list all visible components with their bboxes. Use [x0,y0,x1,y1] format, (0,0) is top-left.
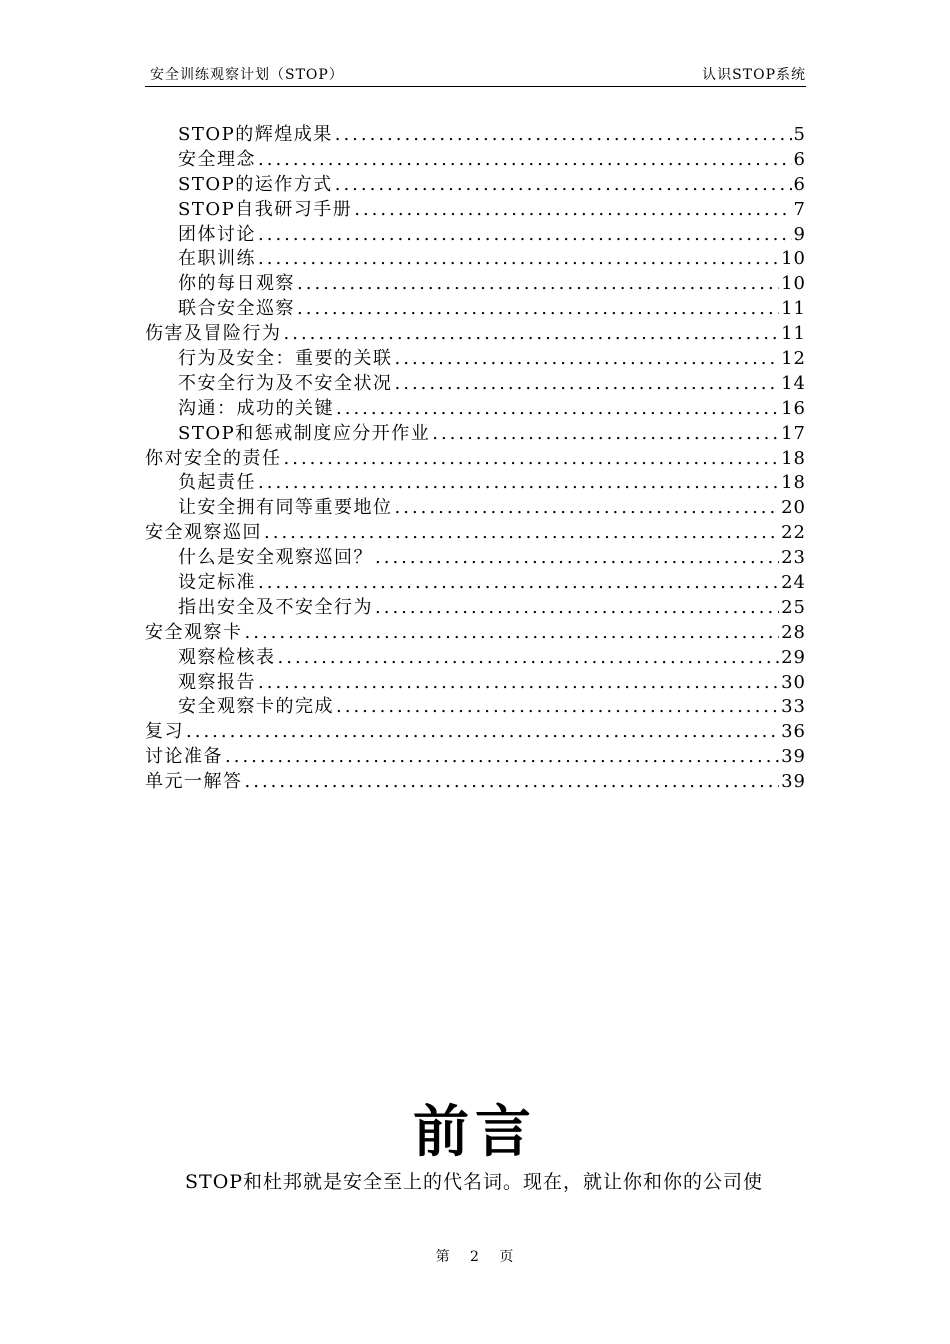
toc-entry-page: 12 [781,348,806,370]
toc-entry-page: 16 [781,397,806,419]
toc-entry-title: 沟通：成功的关键 [178,397,334,419]
toc-entry-page: 14 [781,372,806,394]
toc-entry-page: 11 [781,298,806,320]
toc-dot-leader [395,347,780,372]
toc-entry[interactable] [145,546,806,571]
toc-entry[interactable] [145,297,806,322]
toc-entry[interactable] [145,596,806,621]
toc-dot-leader [245,621,780,646]
footer-suffix: 页 [499,1249,515,1265]
toc-entry[interactable] [145,347,806,372]
toc-entry-title: 观察检核表 [178,646,276,668]
toc-dot-leader [284,322,780,347]
toc-dot-leader [395,372,780,397]
toc-entry-title: 你的每日观察 [178,273,295,295]
toc-entry[interactable] [145,695,806,720]
preface-heading: 前言 [413,1099,537,1165]
toc-entry-page: 18 [781,472,806,494]
toc-entry[interactable] [145,173,806,198]
toc-entry[interactable] [145,123,806,148]
toc-entry-title: 讨论准备 [145,746,223,768]
toc-entry[interactable] [145,671,806,696]
toc-dot-leader [264,521,779,546]
toc-entry-page: 24 [781,572,806,594]
toc-entry-title: 观察报告 [178,671,256,693]
toc-entry[interactable] [145,770,806,795]
toc-entry-page: 33 [781,696,806,718]
preface-paragraph: STOP和杜邦就是安全至上的代名词。现在，就让你和你的公司使 [185,1171,764,1193]
toc-dot-leader [335,173,792,198]
toc-entry-page: 18 [781,447,806,469]
header-section-title: 认识STOP系统 [702,67,806,83]
toc-entry-title: 让安全拥有同等重要地位 [178,497,393,519]
toc-entry-page: 29 [781,646,806,668]
toc-dot-leader [258,223,792,248]
toc-dot-leader [258,471,779,496]
toc-entry[interactable] [145,272,806,297]
toc-dot-leader [336,695,779,720]
toc-dot-leader [336,397,779,422]
toc-entry-title: 在职训练 [178,248,256,270]
toc-entry-title: 你对安全的责任 [145,447,282,469]
toc-entry-title: 负起责任 [178,472,256,494]
toc-entry[interactable] [145,198,806,223]
toc-entry-page: 39 [781,746,806,768]
toc-entry-page: 36 [781,721,806,743]
toc-entry-page: 6 [793,148,806,170]
toc-entry-page: 20 [781,497,806,519]
footer-page-number: 2 [470,1249,480,1265]
toc-entry-title: STOP和惩戒制度应分开作业 [178,422,431,444]
toc-entry[interactable] [145,447,806,472]
toc-dot-leader [245,770,780,795]
toc-entry[interactable] [145,720,806,745]
toc-entry-page: 28 [781,621,806,643]
toc-entry-title: 复习 [145,721,184,743]
toc-entry-title: 指出安全及不安全行为 [178,596,373,618]
toc-entry-title: 伤害及冒险行为 [145,323,282,345]
toc-dot-leader [432,422,779,447]
toc-dot-leader [258,148,792,173]
toc-entry[interactable] [145,148,806,173]
toc-entry[interactable] [145,646,806,671]
table-of-contents [145,123,806,795]
toc-entry-page: 23 [781,547,806,569]
toc-entry-page: 39 [781,771,806,793]
toc-entry[interactable] [145,621,806,646]
toc-dot-leader [225,745,779,770]
toc-entry-page: 17 [781,422,806,444]
toc-entry[interactable] [145,372,806,397]
toc-dot-leader [297,272,779,297]
toc-entry-title: 什么是安全观察巡回？ [178,547,373,569]
toc-entry-title: 安全理念 [178,148,256,170]
toc-dot-leader [186,720,779,745]
toc-dot-leader [354,198,791,223]
toc-entry-title: STOP的辉煌成果 [178,124,333,145]
toc-dot-leader [258,671,779,696]
toc-entry-title: 安全观察巡回 [145,522,262,544]
toc-dot-leader [278,646,780,671]
toc-entry-page: 11 [781,323,806,345]
toc-dot-leader [258,247,779,272]
toc-entry-title: 安全观察卡的完成 [178,696,334,718]
toc-entry[interactable] [145,397,806,422]
toc-dot-leader [284,447,780,472]
toc-entry-title: 联合安全巡察 [178,298,295,320]
running-header [145,66,806,87]
toc-entry-page: 10 [781,273,806,295]
toc-entry[interactable] [145,496,806,521]
toc-entry-title: STOP的运作方式 [178,173,333,195]
toc-entry[interactable] [145,422,806,447]
footer-prefix: 第 [435,1249,451,1265]
toc-entry-page: 7 [793,198,806,220]
page-footer [0,1246,950,1266]
toc-dot-leader [375,546,779,571]
toc-entry-page: 5 [793,124,806,145]
toc-entry-title: 团体讨论 [178,223,256,245]
toc-dot-leader [297,297,779,322]
toc-entry[interactable] [145,322,806,347]
toc-dot-leader [258,571,779,596]
toc-dot-leader [335,123,792,148]
toc-entry-page: 9 [793,223,806,245]
toc-entry-page: 25 [781,596,806,618]
toc-dot-leader [395,496,780,521]
toc-entry-title: 不安全行为及不安全状况 [178,372,393,394]
toc-entry[interactable] [145,745,806,770]
toc-dot-leader [375,596,779,621]
header-document-title: 安全训练观察计划（STOP） [150,67,344,83]
toc-entry-page: 22 [781,522,806,544]
toc-entry-title: STOP自我研习手册 [178,198,353,220]
toc-entry-title: 单元一解答 [145,771,243,793]
toc-entry[interactable] [145,223,806,248]
toc-entry-title: 设定标准 [178,572,256,594]
toc-entry-title: 行为及安全：重要的关联 [178,348,393,370]
toc-entry[interactable] [145,471,806,496]
toc-entry-page: 30 [781,671,806,693]
toc-entry-title: 安全观察卡 [145,621,243,643]
toc-entry[interactable] [145,571,806,596]
toc-entry[interactable] [145,521,806,546]
toc-entry-page: 6 [793,173,806,195]
toc-entry-page: 10 [781,248,806,270]
toc-entry[interactable] [145,247,806,272]
